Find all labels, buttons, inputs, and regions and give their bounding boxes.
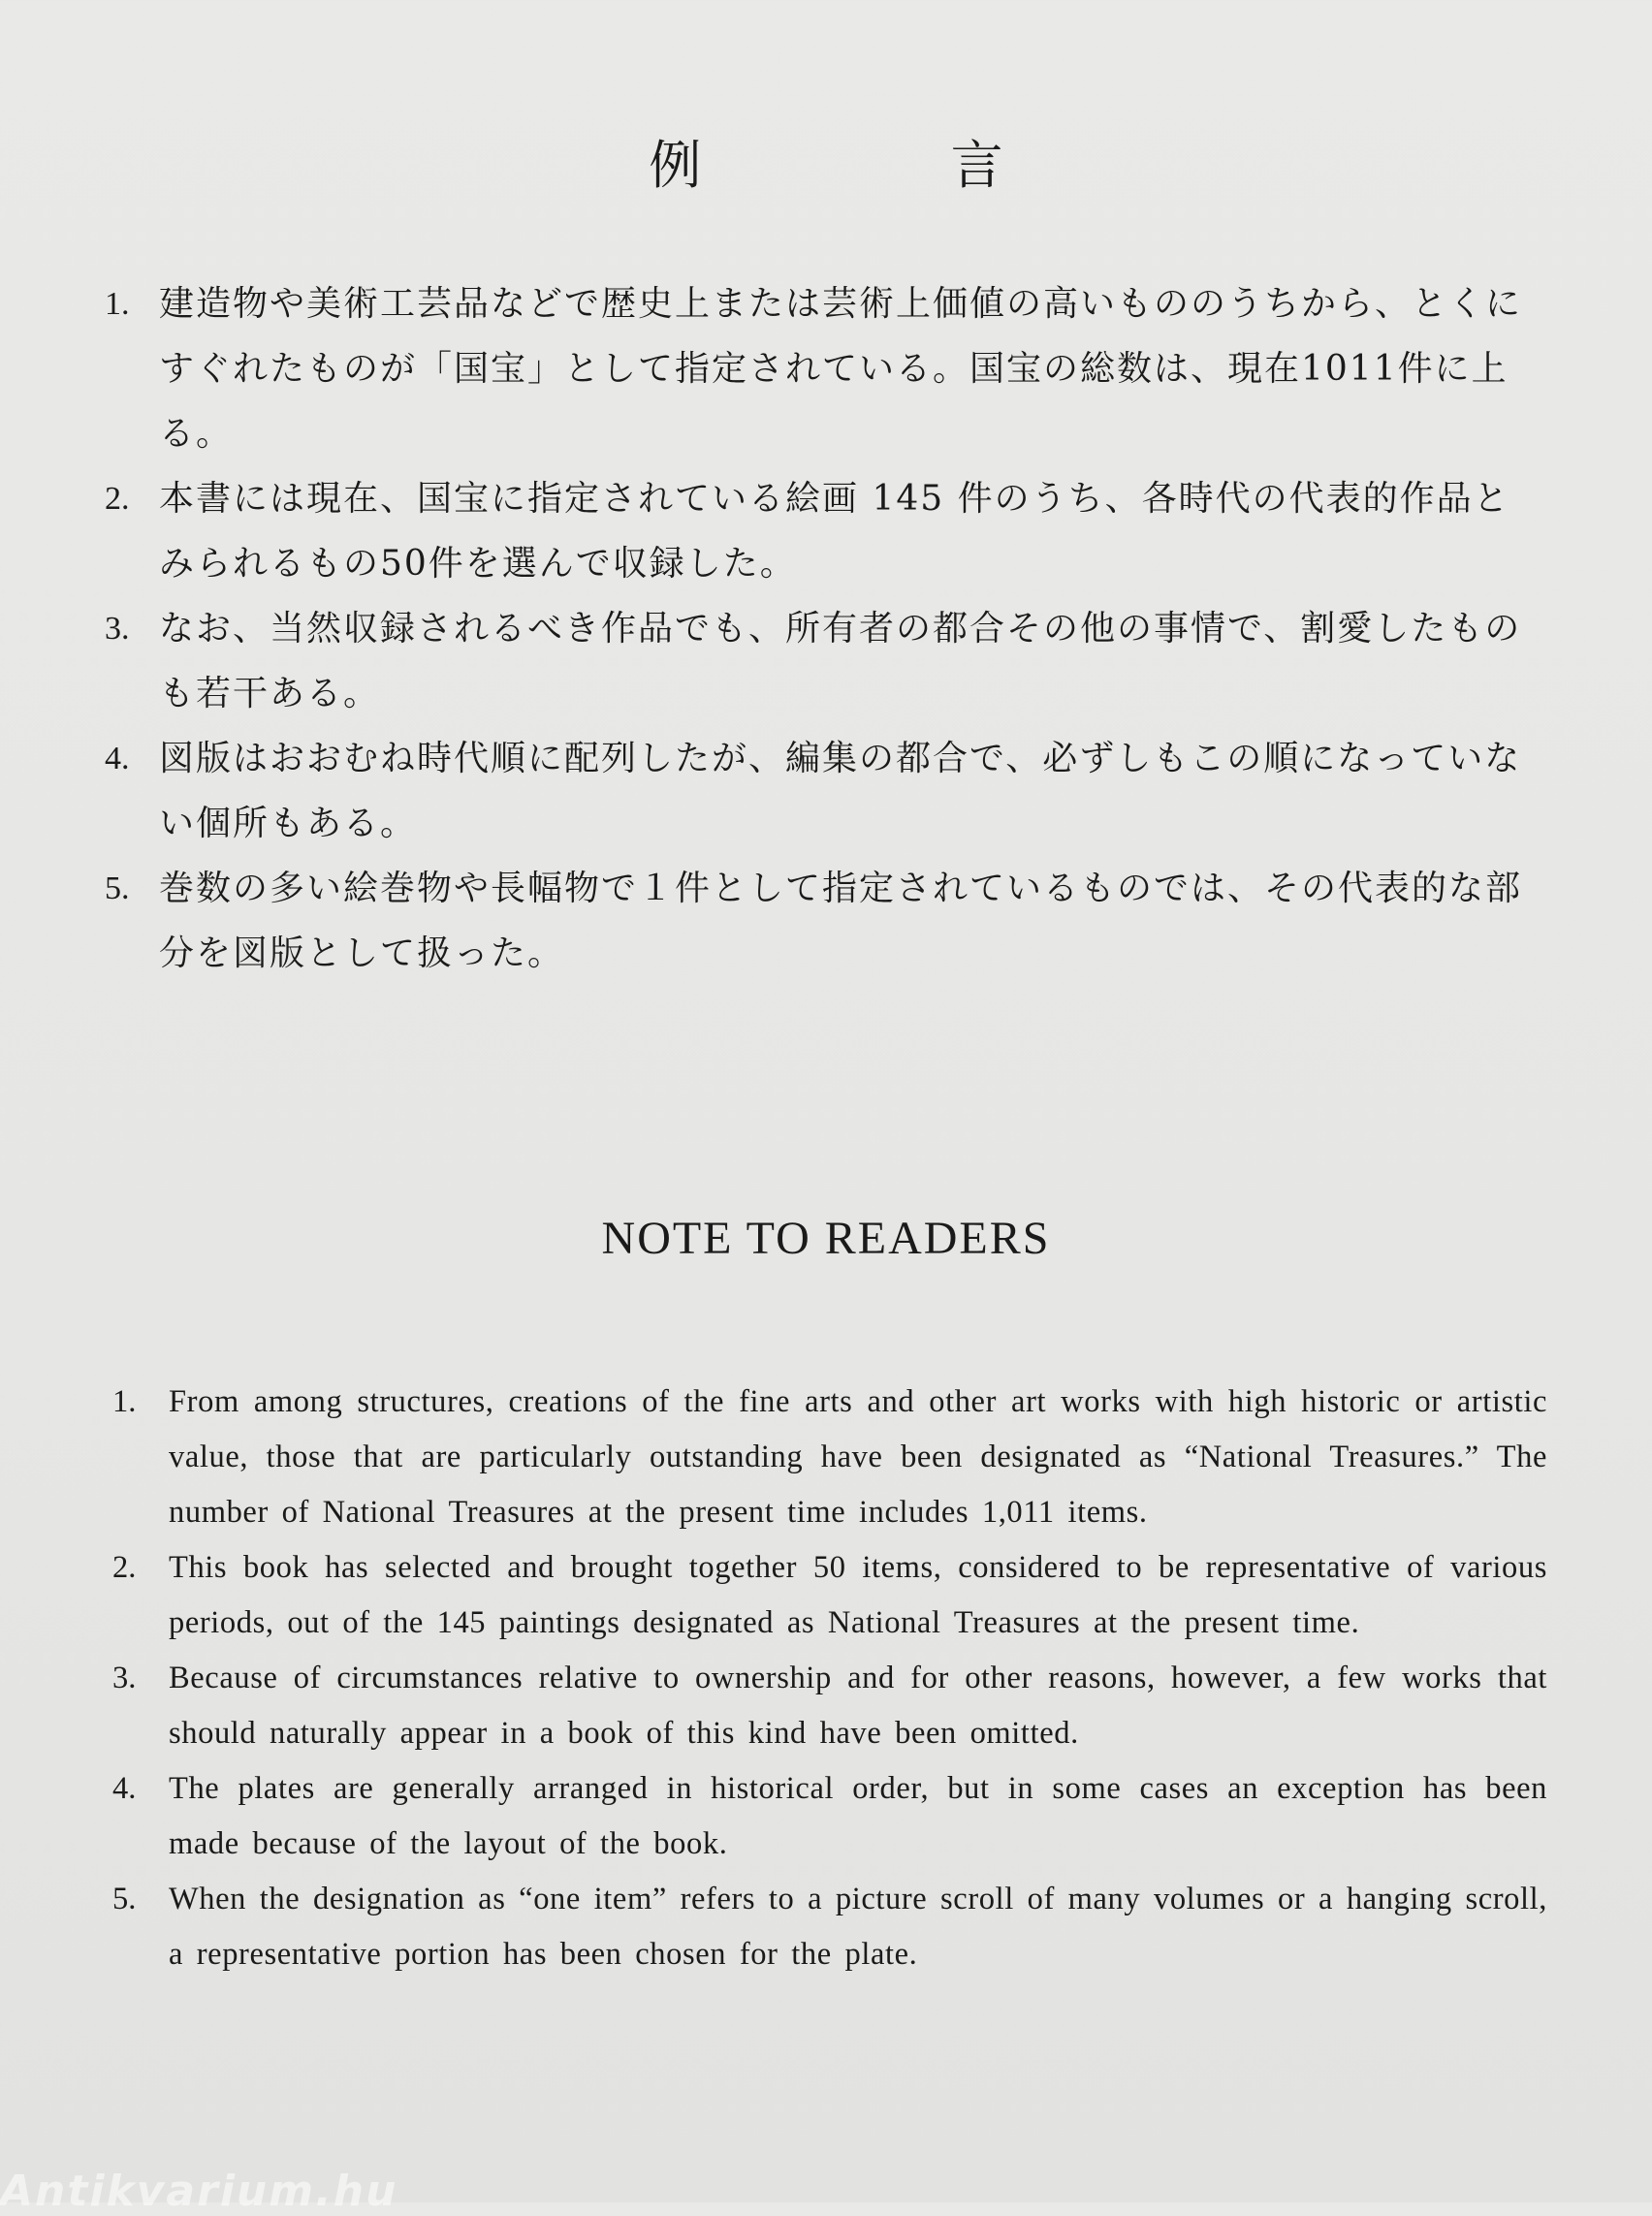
english-note-item — [112, 1761, 1547, 1872]
note-number: 5. — [112, 1882, 137, 1916]
japanese-note-item — [105, 726, 1540, 856]
english-title: NOTE TO READERS — [601, 1213, 1051, 1264]
note-text: Because of circumstances relative to ownership and for other reasons, however, a few works that should naturally appear in a book of this kind have been omitted. — [169, 1661, 1547, 1751]
note-number: 2. — [105, 481, 130, 517]
note-number: 4. — [105, 741, 130, 776]
note-number: 3. — [112, 1661, 137, 1695]
note-text: なお、当然収録されるべき作品でも、所有者の都合その他の事情で、割愛したものも若干ある。 — [159, 609, 1522, 713]
note-text: 本書には現在、国宝に指定されている絵画 145 件のうち、各時代の代表的作品とみられるもの50件を選んで収録した。 — [159, 479, 1510, 584]
note-text: 図版はおおむね時代順に配列したが、編集の都合で、必ずしもこの順になっていない個所もある。 — [159, 739, 1522, 843]
note-number: 2. — [112, 1550, 137, 1585]
japanese-note-item — [105, 856, 1540, 986]
english-note-item — [112, 1375, 1547, 1540]
note-text: The plates are generally arranged in historical order, but in some cases an exception has been made because of the layout of the book. — [169, 1771, 1547, 1861]
english-note-item — [112, 1651, 1547, 1761]
note-number: 3. — [105, 611, 130, 647]
english-notes-list — [112, 1375, 1547, 1982]
watermark: Antikvarium.hu — [0, 2167, 398, 2216]
note-number: 4. — [112, 1771, 137, 1806]
japanese-note-item — [105, 596, 1540, 726]
note-number: 1. — [105, 286, 130, 322]
note-text: From among structures, creations of the fine arts and other art works with high historic or artistic value, those that are particularly outstanding have been designated as “National Treasures.” The number of National Treasures at the present time includes 1,011 items. — [169, 1384, 1547, 1530]
english-note-item — [112, 1872, 1547, 1982]
japanese-notes-list — [105, 271, 1540, 986]
note-text: 建造物や美術工芸品などで歴史上または芸術上価値の高いもののうちから、とくにすぐれたものが「国宝」として指定されている。国宝の総数は、現在1011件に上る。 — [159, 284, 1523, 454]
japanese-note-item — [105, 466, 1540, 596]
note-text: This book has selected and brought together 50 items, considered to be representative of various periods, out of the 145 paintings designated as National Treasures at the present time. — [169, 1550, 1547, 1640]
note-number: 1. — [112, 1384, 137, 1419]
note-text: When the designation as “one item” refers to a picture scroll of many volumes or a hanging scroll, a representative portion has been chosen for the plate. — [169, 1882, 1547, 1972]
note-text: 巻数の多い絵巻物や長幅物で１件として指定されているものでは、その代表的な部分を図版として扱った。 — [159, 869, 1523, 973]
japanese-title: 例 言 — [649, 135, 1120, 196]
note-number: 5. — [105, 871, 130, 906]
english-note-item — [112, 1540, 1547, 1651]
japanese-note-item — [105, 271, 1540, 466]
